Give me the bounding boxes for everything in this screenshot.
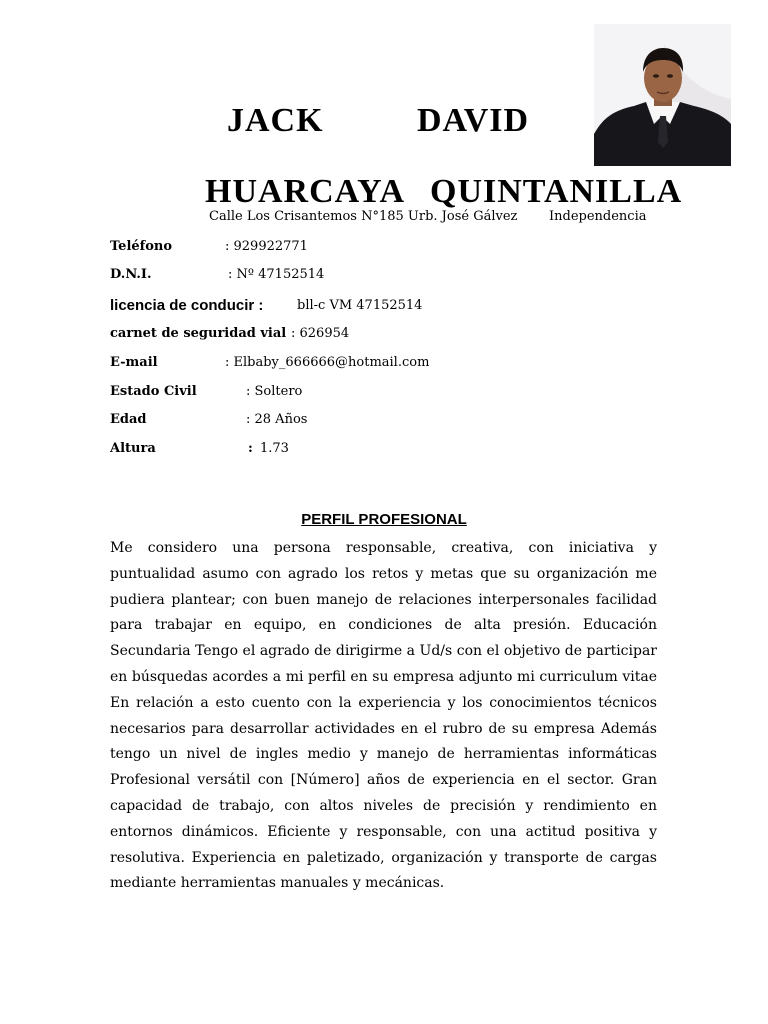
height-colon: : bbox=[248, 441, 253, 456]
profile-section-title: PERFIL PROFESIONAL bbox=[301, 511, 467, 528]
license-value: bll-c VM 47152514 bbox=[297, 298, 423, 313]
profile-paragraph: Me considero una persona responsable, creativa, con iniciativa y puntualidad asumo con agrado los retos y metas que su organización me pudiera plantear; con buen manejo de relaciones interpersonales facilidad para trabajar en equipo, en condiciones de alta presión. Educación Secundaria Tengo el agrado de dirigirme a Ud/s con el objetivo de participar en búsquedas acordes a mi perfil en su empresa adjunto mi curriculum vitae En relación a esto cuento con la experiencia y los conocimientos técnicos necesarios para desarrollar actividades en el rubro de su empresa Además tengo un nivel de ingles medio y manejo de herramientas informáticas Profesional versátil con [Número] años de experiencia en el sector. Gran capacidad de trabajo, con altos niveles de precisión y rendimiento en entornos dinámicos. Eficiente y responsable, con una actitud positiva y resolutiva. Experiencia en paletizado, organización y transporte de cargas mediante herramientas manuales y mecánicas. bbox=[110, 540, 657, 892]
civil-status-label: Estado Civil bbox=[110, 384, 197, 399]
email-label: E-mail bbox=[110, 355, 158, 370]
age-label: Edad bbox=[110, 412, 147, 427]
civil-status-value: : Soltero bbox=[246, 384, 303, 399]
address-district: Independencia bbox=[549, 209, 647, 224]
address-line bbox=[209, 209, 647, 224]
phone-value: : 929922771 bbox=[225, 239, 308, 254]
height-value: 1.73 bbox=[260, 441, 289, 456]
dni-value: : Nº 47152514 bbox=[228, 267, 325, 282]
phone-label: Teléfono bbox=[110, 239, 173, 254]
email-value: : Elbaby_666666@hotmail.com bbox=[225, 355, 430, 370]
last-name-2: QUINTANILLA bbox=[430, 173, 683, 210]
first-names bbox=[227, 102, 529, 140]
road-card-label: carnet de seguridad vial bbox=[110, 326, 287, 341]
last-name-1: HUARCAYA bbox=[205, 173, 406, 210]
person-photo-icon bbox=[594, 24, 731, 166]
last-names bbox=[205, 173, 682, 211]
first-name: JACK bbox=[227, 102, 324, 139]
dni-label: D.N.I. bbox=[110, 267, 152, 282]
height-label: Altura bbox=[110, 441, 156, 456]
road-card-value: : 626954 bbox=[291, 326, 350, 341]
profile-photo bbox=[594, 24, 731, 166]
age-value: : 28 Años bbox=[246, 412, 308, 427]
middle-name: DAVID bbox=[417, 102, 530, 139]
address-street: Calle Los Crisantemos N°185 Urb. José Gálvez bbox=[209, 209, 518, 224]
license-label: licencia de conducir : bbox=[110, 297, 264, 314]
